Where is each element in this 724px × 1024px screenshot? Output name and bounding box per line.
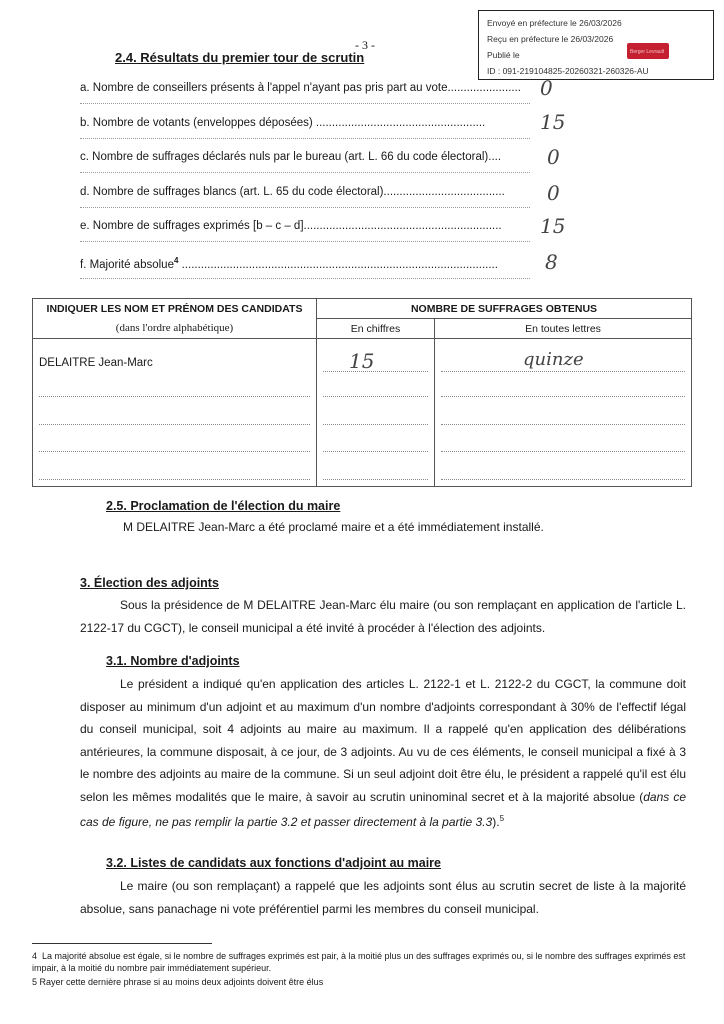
candidates-name-subheader: (dans l'ordre alphabétique) <box>33 319 317 339</box>
footnote-5-text: Rayer cette dernière phrase si au moins deux adjoints doivent être élus <box>39 977 324 987</box>
footnote-separator <box>32 943 212 944</box>
result-row-a-value: 0 <box>540 76 553 100</box>
footnote-4-text: La majorité absolue est égale, si le nombre de suffrages exprimés est pair, à la moitié plus un des suffrages exprimés ou, si le nombre des suffrages exprimés est impair, à la moitié du nombre pair immédiatement supérieur. <box>32 951 686 973</box>
dotted-line <box>441 371 685 372</box>
section-3-title: 3. Élection des adjoints <box>80 576 219 590</box>
section-3-2-title: 3.2. Listes de candidats aux fonctions d'adjoint au maire <box>106 856 441 870</box>
result-row-c-label: c. Nombre de suffrages déclarés nuls par le bureau (art. L. 66 du code électoral).... <box>80 151 502 163</box>
stamp-id: ID : 091-219104825-20260321-260326-AU <box>487 66 649 76</box>
dotted-line <box>80 138 530 139</box>
footnote-4 <box>32 950 702 974</box>
section-3-line1: Sous la présidence de M DELAITRE Jean-Marc élu maire (ou son remplaçant en application de <box>120 598 632 612</box>
result-row-d-value: 0 <box>547 181 560 205</box>
candidate-letters-cell <box>435 339 692 487</box>
section-3-1-italic-note: dans ce cas de figure, ne pas remplir la partie 3.2 et passer directement à la partie 3.3 <box>80 789 687 829</box>
dotted-line <box>80 207 530 208</box>
section-3-1-end: ). <box>492 815 500 829</box>
stamp-received-date: Reçu en préfecture le 26/03/2026 <box>487 34 614 44</box>
dotted-line <box>39 396 310 397</box>
dotted-line <box>441 424 685 425</box>
proclamation-text: M DELAITRE Jean-Marc a été proclamé maire et a été immédiatement installé. <box>123 520 544 534</box>
dotted-line <box>323 424 428 425</box>
candidate-names-cell <box>33 339 317 487</box>
dotted-line <box>441 479 685 480</box>
section-3-2-paragraph: Le maire (ou son remplaçant) a rappelé que les adjoints sont élus au scrutin secret de liste à la majorité absolue, sans panachage ni vote préférentiel parmi les membres du conseil municipal. <box>80 879 686 916</box>
candidate-figures-cell <box>317 339 435 487</box>
footnote-4-number: 4 <box>32 951 38 961</box>
footnote-ref-4: 4 <box>173 256 179 265</box>
dotted-line <box>323 479 428 480</box>
candidates-name-header: INDIQUER LES NOM ET PRÉNOM DES CANDIDATS <box>33 299 317 319</box>
dotted-line <box>80 278 530 279</box>
result-row-f-value: 8 <box>545 250 558 274</box>
section-3-paragraph <box>80 594 686 639</box>
dotted-line <box>80 172 530 173</box>
candidate-votes-figures: 15 <box>349 349 375 373</box>
result-row-f-label <box>80 256 530 271</box>
footnote-5-number: 5 <box>32 977 38 987</box>
section-3-1-text: Le président a indiqué qu'en application des articles L. 2122-1 et L. 2122-2 du CGCT, la commune doit disposer au minimum d'un adjoint et au maximum d'un nombre d'adjoints correspondant à 30% de l'effectif légal du conseil municipal, soit 4 adjoints au maire au maximum. Il a rappelé qu'en application des délibérations antérieures, la commune disposait, à ce jour, de 3 adjoints. Au vu de ces éléments, le conseil municipal a fixé à 3 le nombre des adjoints au maire de la commune. Si un seul adjoint doit être élu, le président a rappelé qu'il est élu selon les mêmes modalités que le maire, à savoir au scrutin uninominal secret et à la majorité absolue ( <box>80 677 686 804</box>
result-row-a-label: a. Nombre de conseillers présents à l'appel n'ayant pas pris part au vote....................... <box>80 82 521 94</box>
stamp-sent-date: Envoyé en préfecture le 26/03/2026 <box>487 18 622 28</box>
dotted-line <box>323 451 428 452</box>
letters-header: En toutes lettres <box>435 319 692 339</box>
result-row-d-label: d. Nombre de suffrages blancs (art. L. 65 du code électoral)...................................... <box>80 186 505 198</box>
prefecture-stamp <box>478 10 714 80</box>
dotted-line <box>323 371 428 372</box>
dots: ................................................................................................... <box>178 258 498 271</box>
candidate-votes-letters: quinze <box>523 349 584 370</box>
berger-levrault-logo: Berger Levrault <box>627 43 669 59</box>
result-row-e-value: 15 <box>540 214 566 238</box>
section-3-line2: l'article L. 2122-17 du CGCT), le conseil municipal a été invité à procéder à l'élection des adjoints. <box>80 598 686 635</box>
figures-header: En chiffres <box>317 319 435 339</box>
candidate-name: DELAITRE Jean-Marc <box>39 357 153 369</box>
section-2-5-title: 2.5. Proclamation de l'élection du maire <box>106 499 341 513</box>
footnote-5 <box>32 976 702 988</box>
dotted-line <box>441 396 685 397</box>
dotted-line <box>39 479 310 480</box>
dotted-line <box>80 241 530 242</box>
section-2-4-title: 2.4. Résultats du premier tour de scrutin <box>115 50 365 65</box>
page-number: - 3 - <box>355 38 375 52</box>
majority-label: f. Majorité absolue <box>80 258 174 271</box>
result-row-e-label: e. Nombre de suffrages exprimés [b – c – d].............................................................. <box>80 220 502 232</box>
votes-group-header: NOMBRE DE SUFFRAGES OBTENUS <box>317 299 692 319</box>
dotted-line <box>441 451 685 452</box>
dotted-line <box>39 424 310 425</box>
result-row-c-value: 0 <box>547 145 560 169</box>
result-row-b-value: 15 <box>540 110 566 134</box>
candidates-table <box>32 298 692 487</box>
dotted-line <box>39 451 310 452</box>
dotted-line <box>80 103 530 104</box>
stamp-published: Publié le <box>487 50 520 60</box>
result-row-b-label: b. Nombre de votants (enveloppes déposées) ..................................................... <box>80 117 486 129</box>
footnote-ref-5: 5 <box>499 814 505 823</box>
dotted-line <box>323 396 428 397</box>
section-3-1-paragraph <box>80 673 686 834</box>
section-3-1-title: 3.1. Nombre d'adjoints <box>106 654 240 668</box>
